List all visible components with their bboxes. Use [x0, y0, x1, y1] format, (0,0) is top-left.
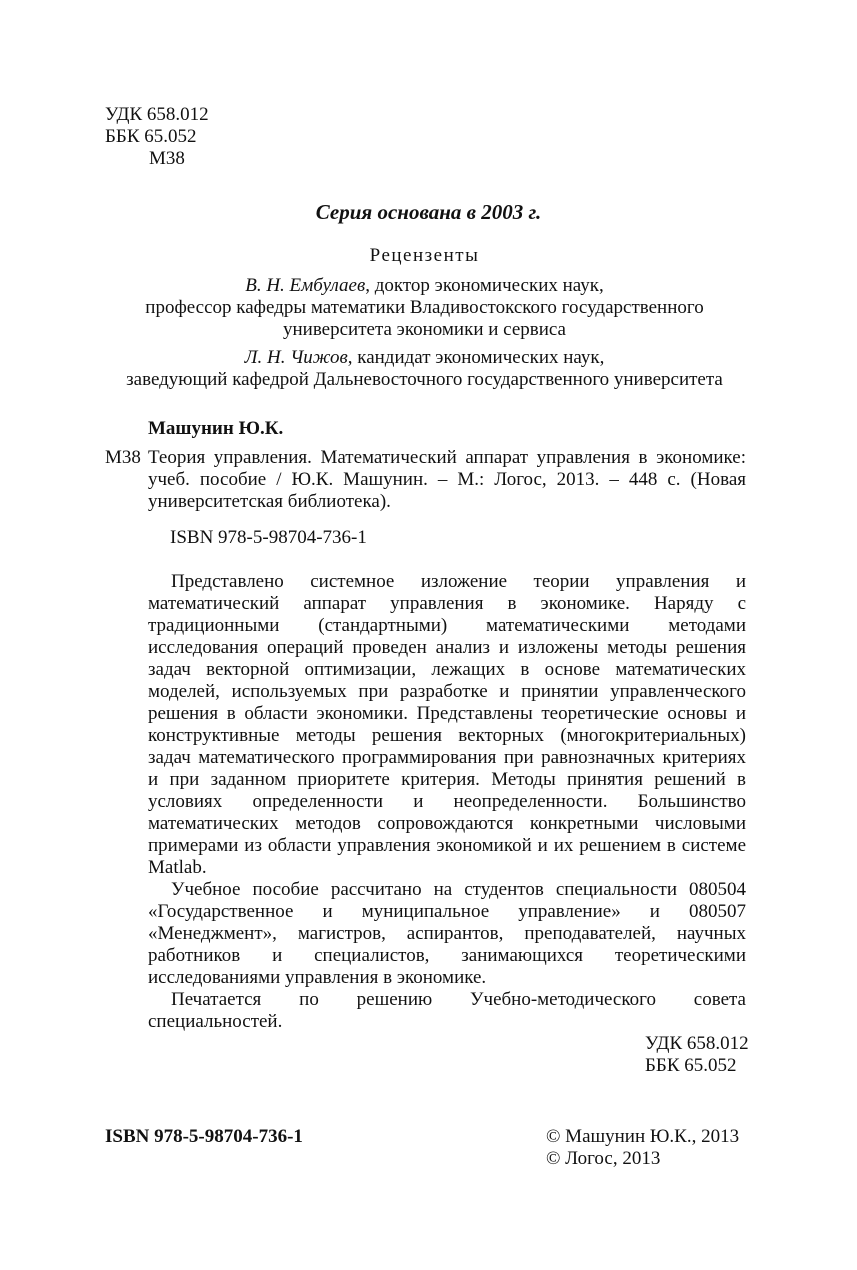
bbk-code-bottom: ББК 65.052: [645, 1055, 737, 1076]
reviewers-title: Рецензенты: [369, 245, 480, 266]
reviewer-1-line-1: [105, 275, 744, 297]
reviewer-1-name: В. Н. Ембулаев: [245, 275, 366, 296]
series-note: Серия основана в 2003 г.: [315, 200, 542, 224]
bibliographic-code: М38: [105, 447, 141, 468]
reviewer-2-line-2: заведующий кафедрой Дальневосточного государственного университета: [126, 369, 723, 390]
reviewer-2-degree: , кандидат экономических наук,: [347, 347, 605, 368]
author-mark: М38: [149, 148, 185, 169]
classification-codes-top: [105, 104, 209, 170]
reviewer-1-line-3: университета экономики и сервиса: [282, 319, 566, 340]
copyright-author: © Машунин Ю.К., 2013: [546, 1126, 740, 1147]
udk-code-bottom: УДК 658.012: [645, 1033, 749, 1054]
reviewer-2-line-1: [105, 347, 744, 369]
copyright-block: [546, 1126, 739, 1170]
reviewer-1-line-2: профессор кафедры математики Владивостокского государственного: [145, 297, 704, 318]
abstract-paragraph: Печатается по решению Учебно-методического совета специальностей.: [148, 989, 746, 1032]
reviewer-2-name: Л. Н. Чижов: [244, 347, 348, 368]
copyright-publisher: © Логос, 2013: [546, 1148, 661, 1169]
abstract-paragraph: Учебное пособие рассчитано на студентов специальности 080504 «Государственное и муниципальное управление» и 080507 «Менеджмент», магистров, аспирантов, преподавателей, научных работников и специалистов, занимающихся теоретическими исследованиями управления в экономике.: [148, 879, 746, 988]
bibliographic-record: [105, 447, 746, 513]
classification-codes-bottom: [645, 1033, 749, 1077]
reviewer-1-degree: , доктор экономических наук,: [365, 275, 604, 296]
bibliographic-text: Теория управления. Математический аппарат управления в экономике: учеб. пособие / Ю.К. Машунин. – М.: Логос, 2013. – 448 с. (Новая университетская библиотека).: [148, 447, 746, 512]
reviewers-block: [105, 245, 744, 391]
udk-code: УДК 658.012: [105, 104, 209, 125]
bibliographic-isbn: ISBN 978-5-98704-736-1: [170, 527, 367, 548]
author-heading: Машунин Ю.К.: [148, 418, 284, 439]
bbk-code: ББК 65.052: [105, 126, 197, 147]
abstract: [148, 571, 746, 1033]
isbn-footer: ISBN 978-5-98704-736-1: [105, 1126, 303, 1147]
abstract-paragraph: Представлено системное изложение теории управления и математический аппарат управления в экономике. Наряду с традиционными (стандартными) математическими методами исследования операций проведен анализ и изложены методы решения задач векторной оптимизации, лежащих в основе математических моделей, используемых при разработке и принятии управленческого решения в области экономики. Представлены теоретические основы и конструктивные методы решения векторных (многокритериальных) задач математического программирования при равнозначных критериях и при заданном приоритете критерия. Методы принятия решений в условиях определенности и неопределенности. Большинство математических методов сопровождаются конкретными числовыми примерами из области управления экономикой и их решением в системе Matlab.: [148, 571, 746, 878]
